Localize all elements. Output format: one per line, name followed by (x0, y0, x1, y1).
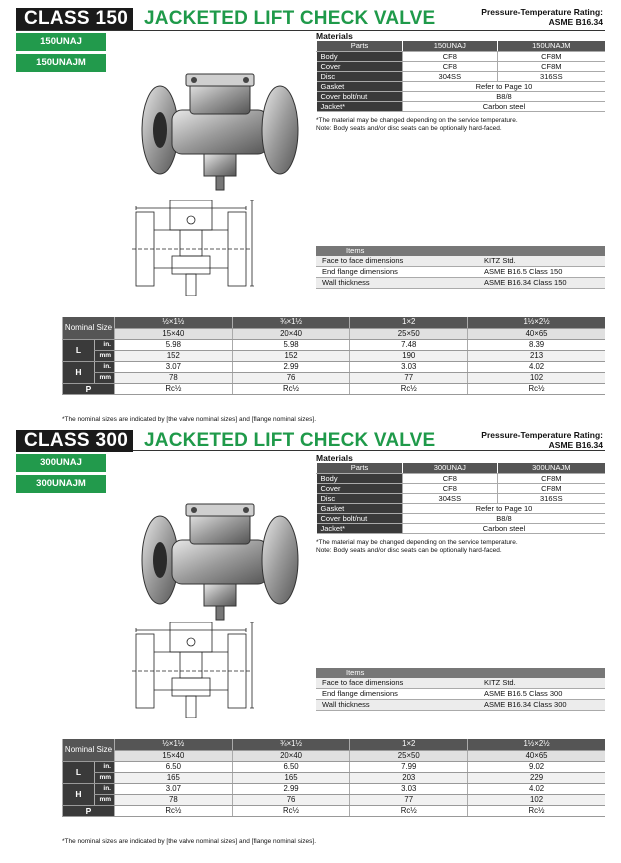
material-note1: *The material may be changed depending on the service temperature. (316, 117, 518, 124)
mat-row: Jacket* Carbon steel (317, 101, 606, 111)
mat-row: Cover bolt/nut B8/8 (317, 91, 606, 101)
rating-line2: ASME B16.34 (548, 440, 603, 450)
materials-label: Materials (316, 453, 353, 463)
items-row: Wall thickness ASME B16.34 Class 300 (316, 700, 605, 711)
rating-line1: Pressure-Temperature Rating: (481, 7, 603, 17)
materials-table (316, 463, 605, 534)
header-rule (16, 30, 605, 31)
class-label: CLASS 300 (16, 430, 133, 452)
model-tab-150unaj[interactable]: 150UNAJ (16, 33, 106, 51)
mat-row: Jacket* Carbon steel (317, 523, 606, 533)
rating-line1: Pressure-Temperature Rating: (481, 430, 603, 440)
page-title: JACKETED LIFT CHECK VALVE (144, 8, 436, 29)
valve-photo (132, 68, 312, 196)
page-title: JACKETED LIFT CHECK VALVE (144, 430, 436, 451)
material-note2: Note: Body seats and/or disc seats can be optionally hard-faced. (316, 125, 502, 132)
mat-row: Body CF8 CF8M (317, 473, 606, 483)
items-rows (316, 678, 605, 711)
mat-row: Body CF8 CF8M (317, 51, 606, 61)
mat-header-model2: 300UNAJM (497, 463, 605, 473)
mat-header-parts: Parts (317, 463, 403, 473)
valve-photo (132, 498, 312, 626)
mat-header-model2: 150UNAJM (497, 41, 605, 51)
dimension-table: Nominal Size ½×1½ ¾×1½ 1×2 1½×2½ 15×40 20×40 25×50 40×65 L in. 5.98 5.98 7.48 8.39 mm 152 152 190 213 H in. 3.07 2.99 3.03 4.02 mm 78 76 77 102 P Rc½ Rc½ Rc½ Rc½ (62, 317, 605, 395)
section-class-300 (0, 428, 621, 863)
mat-row: Disc 304SS 316SS (317, 493, 606, 503)
material-note1: *The material may be changed depending on the service temperature. (316, 539, 518, 546)
pressure-rating (481, 430, 603, 450)
items-row: Face to face dimensions KITZ Std. (316, 256, 605, 267)
mat-row: Gasket Refer to Page 10 (317, 81, 606, 91)
items-table (316, 668, 605, 711)
materials-table (316, 41, 605, 112)
items-row: Face to face dimensions KITZ Std. (316, 678, 605, 689)
material-note2: Note: Body seats and/or disc seats can be optionally hard-faced. (316, 547, 502, 554)
items-table (316, 246, 605, 289)
mat-row: Cover CF8 CF8M (317, 61, 606, 71)
mat-header-parts: Parts (317, 41, 403, 51)
mat-header-model1: 150UNAJ (403, 41, 498, 51)
mat-row: Cover CF8 CF8M (317, 483, 606, 493)
nominal-size-header: Nominal Size (63, 317, 115, 339)
footnote: *The nominal sizes are indicated by [the valve nominal sizes] and [flange nominal sizes]. (62, 838, 316, 845)
items-rows (316, 256, 605, 289)
dimension-table: Nominal Size ½×1½ ¾×1½ 1×2 1½×2½ 15×40 20×40 25×50 40×65 L in. 6.50 6.50 7.99 9.02 mm 165 165 203 229 H in. 3.07 2.99 3.03 4.02 mm 78 76 77 102 P Rc½ Rc½ Rc½ Rc½ (62, 739, 605, 817)
valve-drawing (132, 622, 260, 718)
rating-line2: ASME B16.34 (548, 17, 603, 27)
items-row: Wall thickness ASME B16.34 Class 150 (316, 278, 605, 289)
items-row: End flange dimensions ASME B16.5 Class 150 (316, 267, 605, 278)
items-row: End flange dimensions ASME B16.5 Class 300 (316, 689, 605, 700)
mat-row: Gasket Refer to Page 10 (317, 503, 606, 513)
mat-header-model1: 300UNAJ (403, 463, 498, 473)
model-tab-300unajm[interactable]: 300UNAJM (16, 475, 106, 493)
items-header: Items (316, 246, 605, 256)
pressure-rating (481, 7, 603, 27)
class-label: CLASS 150 (16, 8, 133, 30)
materials-label: Materials (316, 31, 353, 41)
nominal-size-header: Nominal Size (63, 739, 115, 761)
model-tab-300unaj[interactable]: 300UNAJ (16, 454, 106, 472)
model-tab-150unajm[interactable]: 150UNAJM (16, 54, 106, 72)
footnote: *The nominal sizes are indicated by [the valve nominal sizes] and [flange nominal sizes]. (62, 416, 316, 423)
section-class-150 (0, 0, 621, 428)
items-header: Items (316, 668, 605, 678)
mat-row: Disc 304SS 316SS (317, 71, 606, 81)
mat-row: Cover bolt/nut B8/8 (317, 513, 606, 523)
valve-drawing (132, 200, 260, 296)
